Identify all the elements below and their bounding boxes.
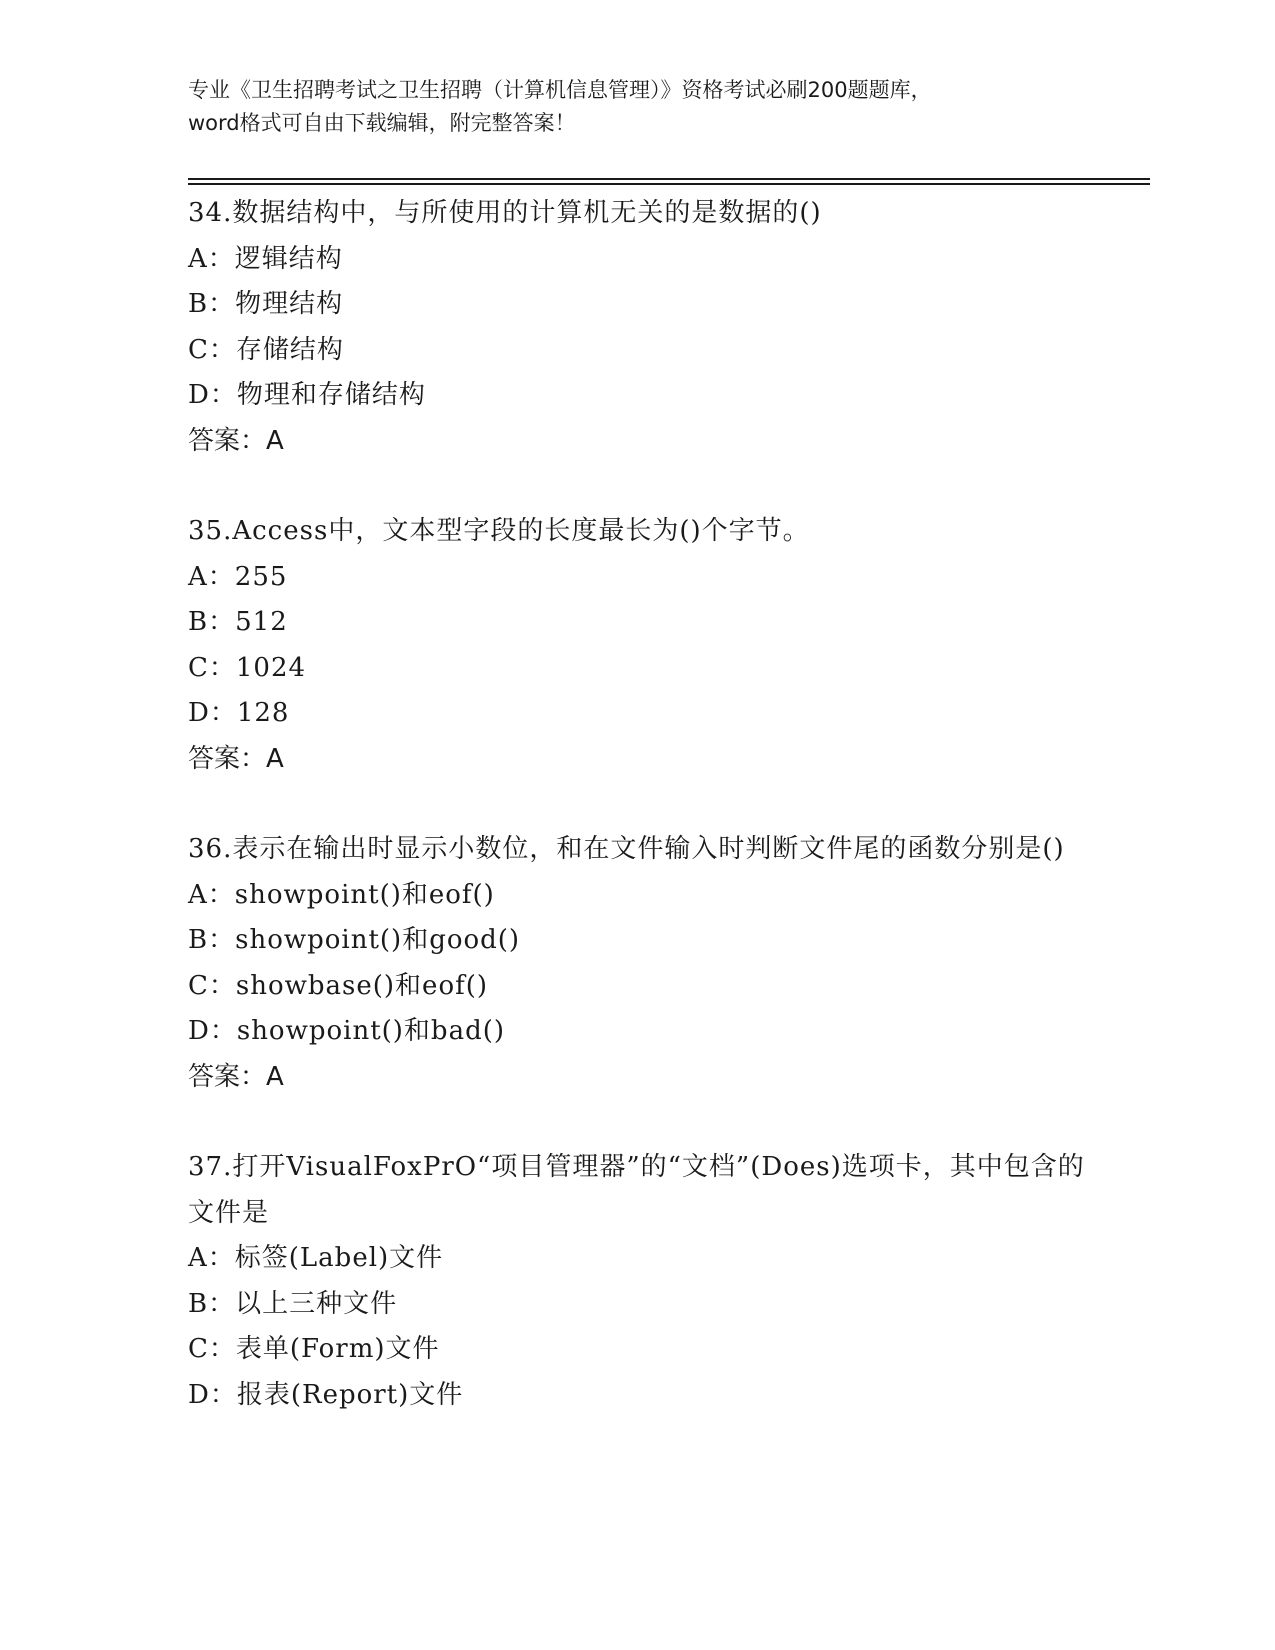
question-text: 35.Access中，文本型字段的长度最长为()个字节。 [188, 516, 810, 546]
option-c: C：存储结构 [188, 334, 344, 365]
option-a: A：showpoint()和eof() [188, 879, 495, 910]
header-rule-top [188, 178, 1150, 180]
header-line-2: word格式可自由下载编辑，附完整答案！ [188, 111, 576, 135]
question-spacer [188, 1100, 1088, 1145]
option-a: A：标签(Label)文件 [188, 1243, 444, 1273]
answer-label: 答案：A [188, 743, 284, 774]
option-d: D：showpoint()和bad() [188, 1016, 506, 1046]
option-d: D：报表(Report)文件 [188, 1379, 464, 1410]
answer-label: 答案：A [188, 425, 284, 456]
question-35 [188, 509, 1088, 782]
option-b: B：物理结构 [188, 289, 344, 319]
answer-label: 答案：A [188, 1061, 284, 1092]
header-line-1: 专业《卫生招聘考试之卫生招聘（计算机信息管理）》资格考试必刷200题题库， [188, 78, 932, 102]
option-b: B：以上三种文件 [188, 1288, 398, 1319]
question-36 [188, 827, 1088, 1100]
option-b: B：512 [188, 607, 288, 637]
question-spacer [188, 464, 1088, 509]
option-a: A：255 [188, 561, 288, 592]
document-header [188, 74, 1088, 140]
question-text: 36.表示在输出时显示小数位，和在文件输入时判断文件尾的函数分别是() [188, 834, 1065, 864]
question-text: 37.打开VisualFoxPrO“项目管理器”的“文档”(Does)选项卡，其中包含的文件是 [188, 1152, 1085, 1228]
question-34 [188, 191, 1088, 464]
option-c: C：1024 [188, 652, 307, 683]
question-list [188, 191, 1088, 1418]
option-a: A：逻辑结构 [188, 243, 343, 274]
header-rule-bottom [188, 183, 1150, 185]
option-d: D：物理和存储结构 [188, 380, 426, 410]
question-37 [188, 1145, 1088, 1418]
option-d: D：128 [188, 698, 290, 728]
option-b: B：showpoint()和good() [188, 925, 521, 955]
question-spacer [188, 782, 1088, 827]
option-c: C：showbase()和eof() [188, 970, 489, 1001]
option-c: C：表单(Form)文件 [188, 1334, 440, 1364]
question-text: 34.数据结构中，与所使用的计算机无关的是数据的() [188, 198, 822, 228]
